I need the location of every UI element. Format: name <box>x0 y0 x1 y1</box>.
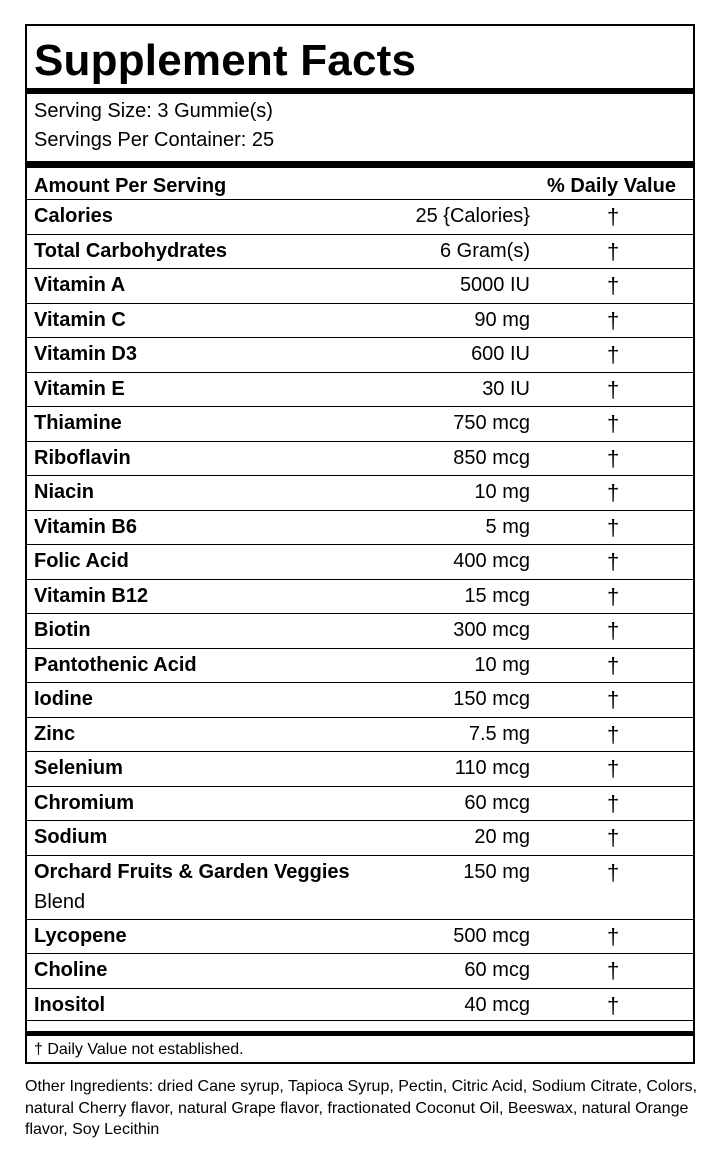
nutrient-name: Choline <box>34 959 108 981</box>
nutrient-name: Vitamin B12 <box>34 584 149 607</box>
table-row <box>27 579 693 614</box>
thick-divider-bottom <box>27 1031 693 1036</box>
nutrient-name: Zinc <box>34 722 76 745</box>
nutrient-amount: 60 mcg <box>464 959 530 981</box>
daily-value-dagger: † <box>607 825 620 850</box>
nutrient-amount: 30 IU <box>482 377 530 400</box>
nutrient-name-continued: Blend <box>34 890 86 913</box>
daily-value-dagger: † <box>607 514 620 540</box>
nutrient-name: Vitamin E <box>34 377 125 400</box>
table-row <box>27 717 693 752</box>
nutrient-amount: 10 mg <box>474 481 530 503</box>
daily-value-dagger: † <box>607 583 620 609</box>
nutrient-name: Selenium <box>34 757 123 779</box>
nutrient-amount: 20 mg <box>474 826 530 848</box>
daily-value-dagger: † <box>607 238 620 264</box>
daily-value-dagger: † <box>607 923 620 949</box>
nutrient-name: Vitamin A <box>34 274 126 296</box>
nutrient-name: Thiamine <box>34 412 122 434</box>
nutrient-amount: 110 mcg <box>454 757 530 779</box>
nutrient-amount: 300 mcg <box>453 619 530 641</box>
table-row <box>27 613 693 648</box>
nutrient-amount: 500 mcg <box>453 924 530 947</box>
thick-divider-top <box>27 88 693 94</box>
nutrient-amount: 5 mg <box>485 515 530 538</box>
table-row <box>27 786 693 821</box>
servings-per-container: Servings Per Container: 25 <box>34 129 275 151</box>
nutrient-name: Folic Acid <box>34 550 129 572</box>
supplement-facts-panel <box>25 24 695 1064</box>
daily-value-dagger: † <box>607 204 620 229</box>
header-daily-value: % Daily Value <box>547 175 676 197</box>
nutrient-amount: 25 {Calories} <box>415 205 530 227</box>
table-row <box>27 953 693 988</box>
nutrient-name: Orchard Fruits & Garden Veggies <box>34 860 350 883</box>
nutrient-name: Total Carbohydrates <box>34 239 227 262</box>
nutrient-amount: 60 mcg <box>464 791 530 814</box>
table-row <box>27 268 693 303</box>
nutrient-name: Lycopene <box>34 924 127 947</box>
nutrient-amount: 6 Gram(s) <box>440 239 530 262</box>
nutrient-amount: 15 mcg <box>464 584 530 607</box>
nutrient-amount: 150 mcg <box>453 688 530 710</box>
table-row <box>27 988 693 1023</box>
daily-value-dagger: † <box>607 342 620 367</box>
table-row <box>27 441 693 476</box>
daily-value-dagger: † <box>607 958 620 983</box>
nutrient-name: Iodine <box>34 688 93 710</box>
other-ingredients: Other Ingredients: dried Cane syrup, Tapioca Syrup, Pectin, Citric Acid, Sodium Citrate, Colors, natural Cherry flavor, natural Grape flavor, fractionated Coconut Oil, Beeswax, natural Orange flavor, Soy Lecithin <box>25 1078 698 1138</box>
daily-value-dagger: † <box>607 445 620 471</box>
nutrient-name: Chromium <box>34 791 134 814</box>
nutrient-amount: 5000 IU <box>459 274 530 296</box>
nutrient-name: Riboflavin <box>34 446 131 469</box>
table-row <box>27 820 693 855</box>
daily-value-dagger: † <box>607 652 620 678</box>
table-row <box>27 682 693 717</box>
nutrient-amount: 10 mg <box>474 653 530 676</box>
nutrient-name: Vitamin B6 <box>34 515 137 538</box>
nutrient-name: Pantothenic Acid <box>34 653 197 676</box>
table-end-line <box>27 1020 693 1021</box>
table-row <box>27 648 693 683</box>
daily-value-dagger: † <box>607 411 620 436</box>
table-row <box>27 919 693 954</box>
table-row <box>27 751 693 786</box>
table-row <box>27 199 693 234</box>
daily-value-dagger: † <box>607 992 620 1018</box>
nutrient-name: Inositol <box>34 993 106 1016</box>
nutrient-name: Biotin <box>34 619 91 641</box>
table-row <box>27 406 693 441</box>
nutrient-amount: 7.5 mg <box>468 722 530 745</box>
nutrient-name: Sodium <box>34 826 108 848</box>
table-row <box>27 475 693 510</box>
nutrient-table <box>27 199 693 1022</box>
daily-value-dagger: † <box>607 859 620 885</box>
daily-value-dagger: † <box>607 721 620 747</box>
nutrient-amount: 850 mcg <box>453 446 530 469</box>
daily-value-dagger: † <box>607 307 620 333</box>
nutrient-amount: 40 mcg <box>464 993 530 1016</box>
nutrient-name: Vitamin D3 <box>34 343 137 365</box>
nutrient-name: Niacin <box>34 481 95 503</box>
table-row <box>27 855 693 919</box>
daily-value-dagger: † <box>607 480 620 505</box>
table-row <box>27 234 693 269</box>
nutrient-amount: 600 IU <box>471 343 530 365</box>
daily-value-dagger: † <box>607 790 620 816</box>
nutrient-name: Vitamin C <box>34 308 126 331</box>
nutrient-amount: 750 mcg <box>453 412 530 434</box>
serving-size: Serving Size: 3 Gummie(s) <box>34 100 273 122</box>
nutrient-amount: 150 mg <box>463 860 530 883</box>
daily-value-dagger: † <box>607 756 620 781</box>
daily-value-dagger: † <box>607 687 620 712</box>
nutrient-name: Calories <box>34 205 113 227</box>
table-row <box>27 544 693 579</box>
table-row <box>27 303 693 338</box>
header-amount-per-serving: Amount Per Serving <box>34 175 227 197</box>
nutrient-amount: 90 mg <box>474 308 530 331</box>
daily-value-footnote: † Daily Value not established. <box>34 1041 244 1058</box>
table-row <box>27 510 693 545</box>
panel-title: Supplement Facts <box>34 36 417 85</box>
daily-value-dagger: † <box>607 549 620 574</box>
table-row <box>27 337 693 372</box>
thick-divider-mid <box>27 161 693 168</box>
table-row <box>27 372 693 407</box>
nutrient-amount: 400 mcg <box>453 550 530 572</box>
daily-value-dagger: † <box>607 618 620 643</box>
daily-value-dagger: † <box>607 376 620 402</box>
daily-value-dagger: † <box>607 273 620 298</box>
